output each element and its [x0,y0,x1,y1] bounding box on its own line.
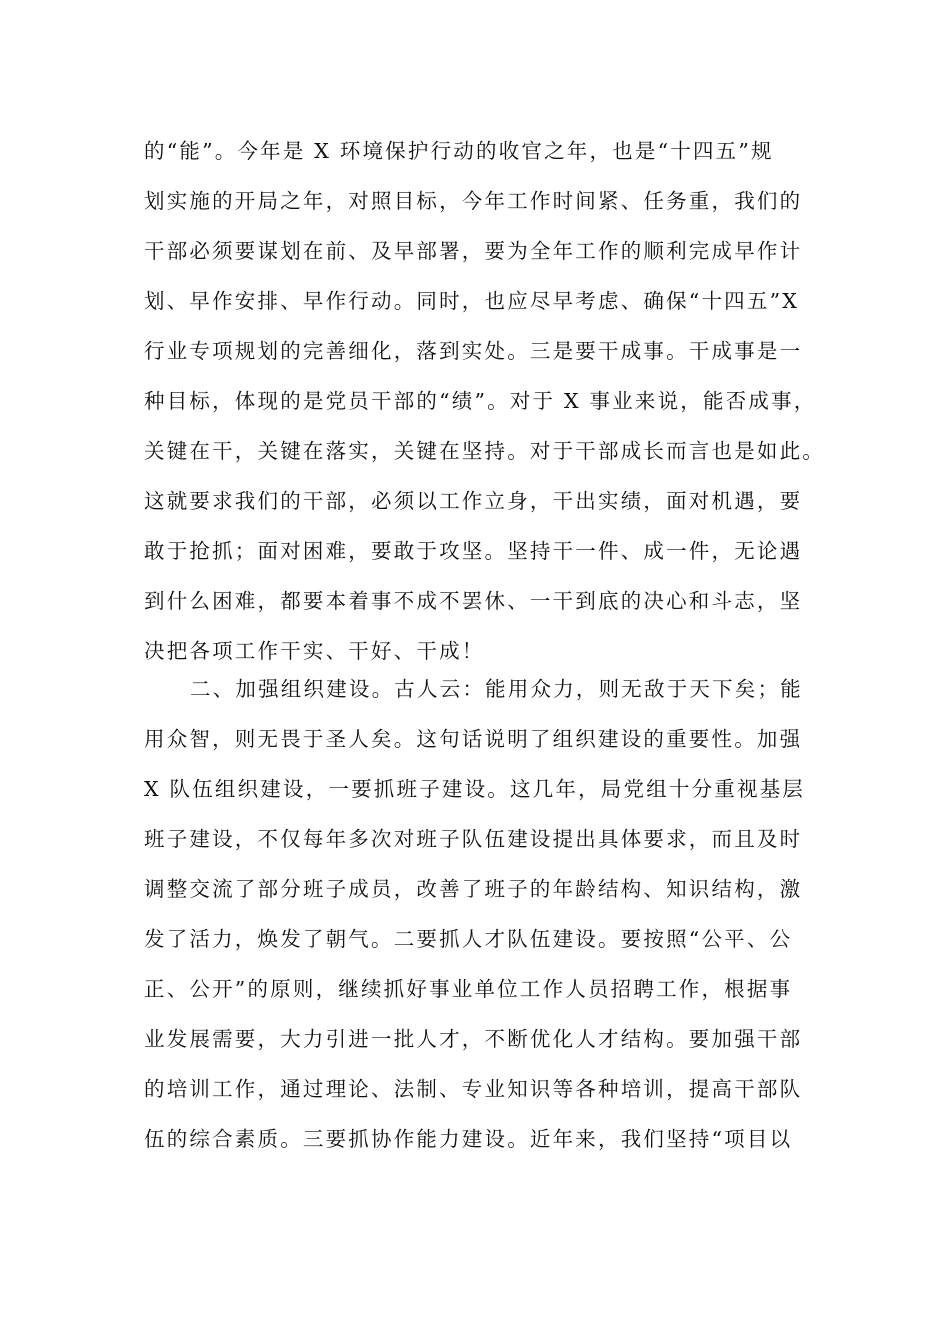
text-line: 划实施的开局之年，对照目标，今年工作时间紧、任务重，我们的 [144,189,803,213]
text-line: 用众智，则无畏于圣人矣。这句话说明了组织建设的重要性。加强 [144,727,803,751]
text-line: 业发展需要，大力引进一批人才，不断优化人才结构。要加强干部 [144,1027,803,1051]
text-line: 划、早作安排、早作行动。同时，也应尽早考虑、确保“十四五”X [144,289,800,313]
text-line: 种目标，体现的是党员干部的“绩”。对于 X 事业来说，能否成事， [144,389,817,413]
text-line: 决把各项工作干实、干好、干成！ [144,639,485,663]
text-line: 这就要求我们的干部，必须以工作立身，干出实绩，面对机遇，要 [144,489,803,513]
paragraph-organization-building [144,664,834,1164]
text-line: 到什么困难，都要本着事不成不罢休、一干到底的决心和斗志，坚 [144,589,803,613]
text-line: 伍的综合素质。三要抓协作能力建设。近年来，我们坚持“项目以 [144,1127,793,1151]
paragraph-continued [144,126,834,676]
text-line: 行业专项规划的完善细化，落到实处。三是要干成事。干成事是一 [144,339,803,363]
text-line: 敢于抢抓；面对困难，要敢于攻坚。坚持干一件、成一件，无论遇 [144,539,803,563]
text-line: 调整交流了部分班子成员，改善了班子的年龄结构、知识结构，激 [144,877,803,901]
text-line: 二、加强组织建设。古人云：能用众力，则无敌于天下矣；能 [190,677,803,701]
text-line: 发了活力，焕发了朝气。二要抓人才队伍建设。要按照“公平、公 [144,927,793,951]
text-line: 的“能”。今年是 X 环境保护行动的收官之年，也是“十四五”规 [144,139,774,163]
text-line: 班子建设，不仅每年多次对班子队伍建设提出具体要求，而且及时 [144,827,803,851]
text-line: 正、公开”的原则，继续抓好事业单位工作人员招聘工作，根据事 [144,977,793,1001]
text-line: 关键在干，关键在落实，关键在坚持。对于干部成长而言也是如此。 [144,439,825,463]
text-line: 的培训工作，通过理论、法制、专业知识等各种培训，提高干部队 [144,1077,803,1101]
text-line: 干部必须要谋划在前、及早部署，要为全年工作的顺利完成早作计 [144,239,803,263]
text-line: X 队伍组织建设，一要抓班子建设。这几年，局党组十分重视基层 [144,777,806,801]
